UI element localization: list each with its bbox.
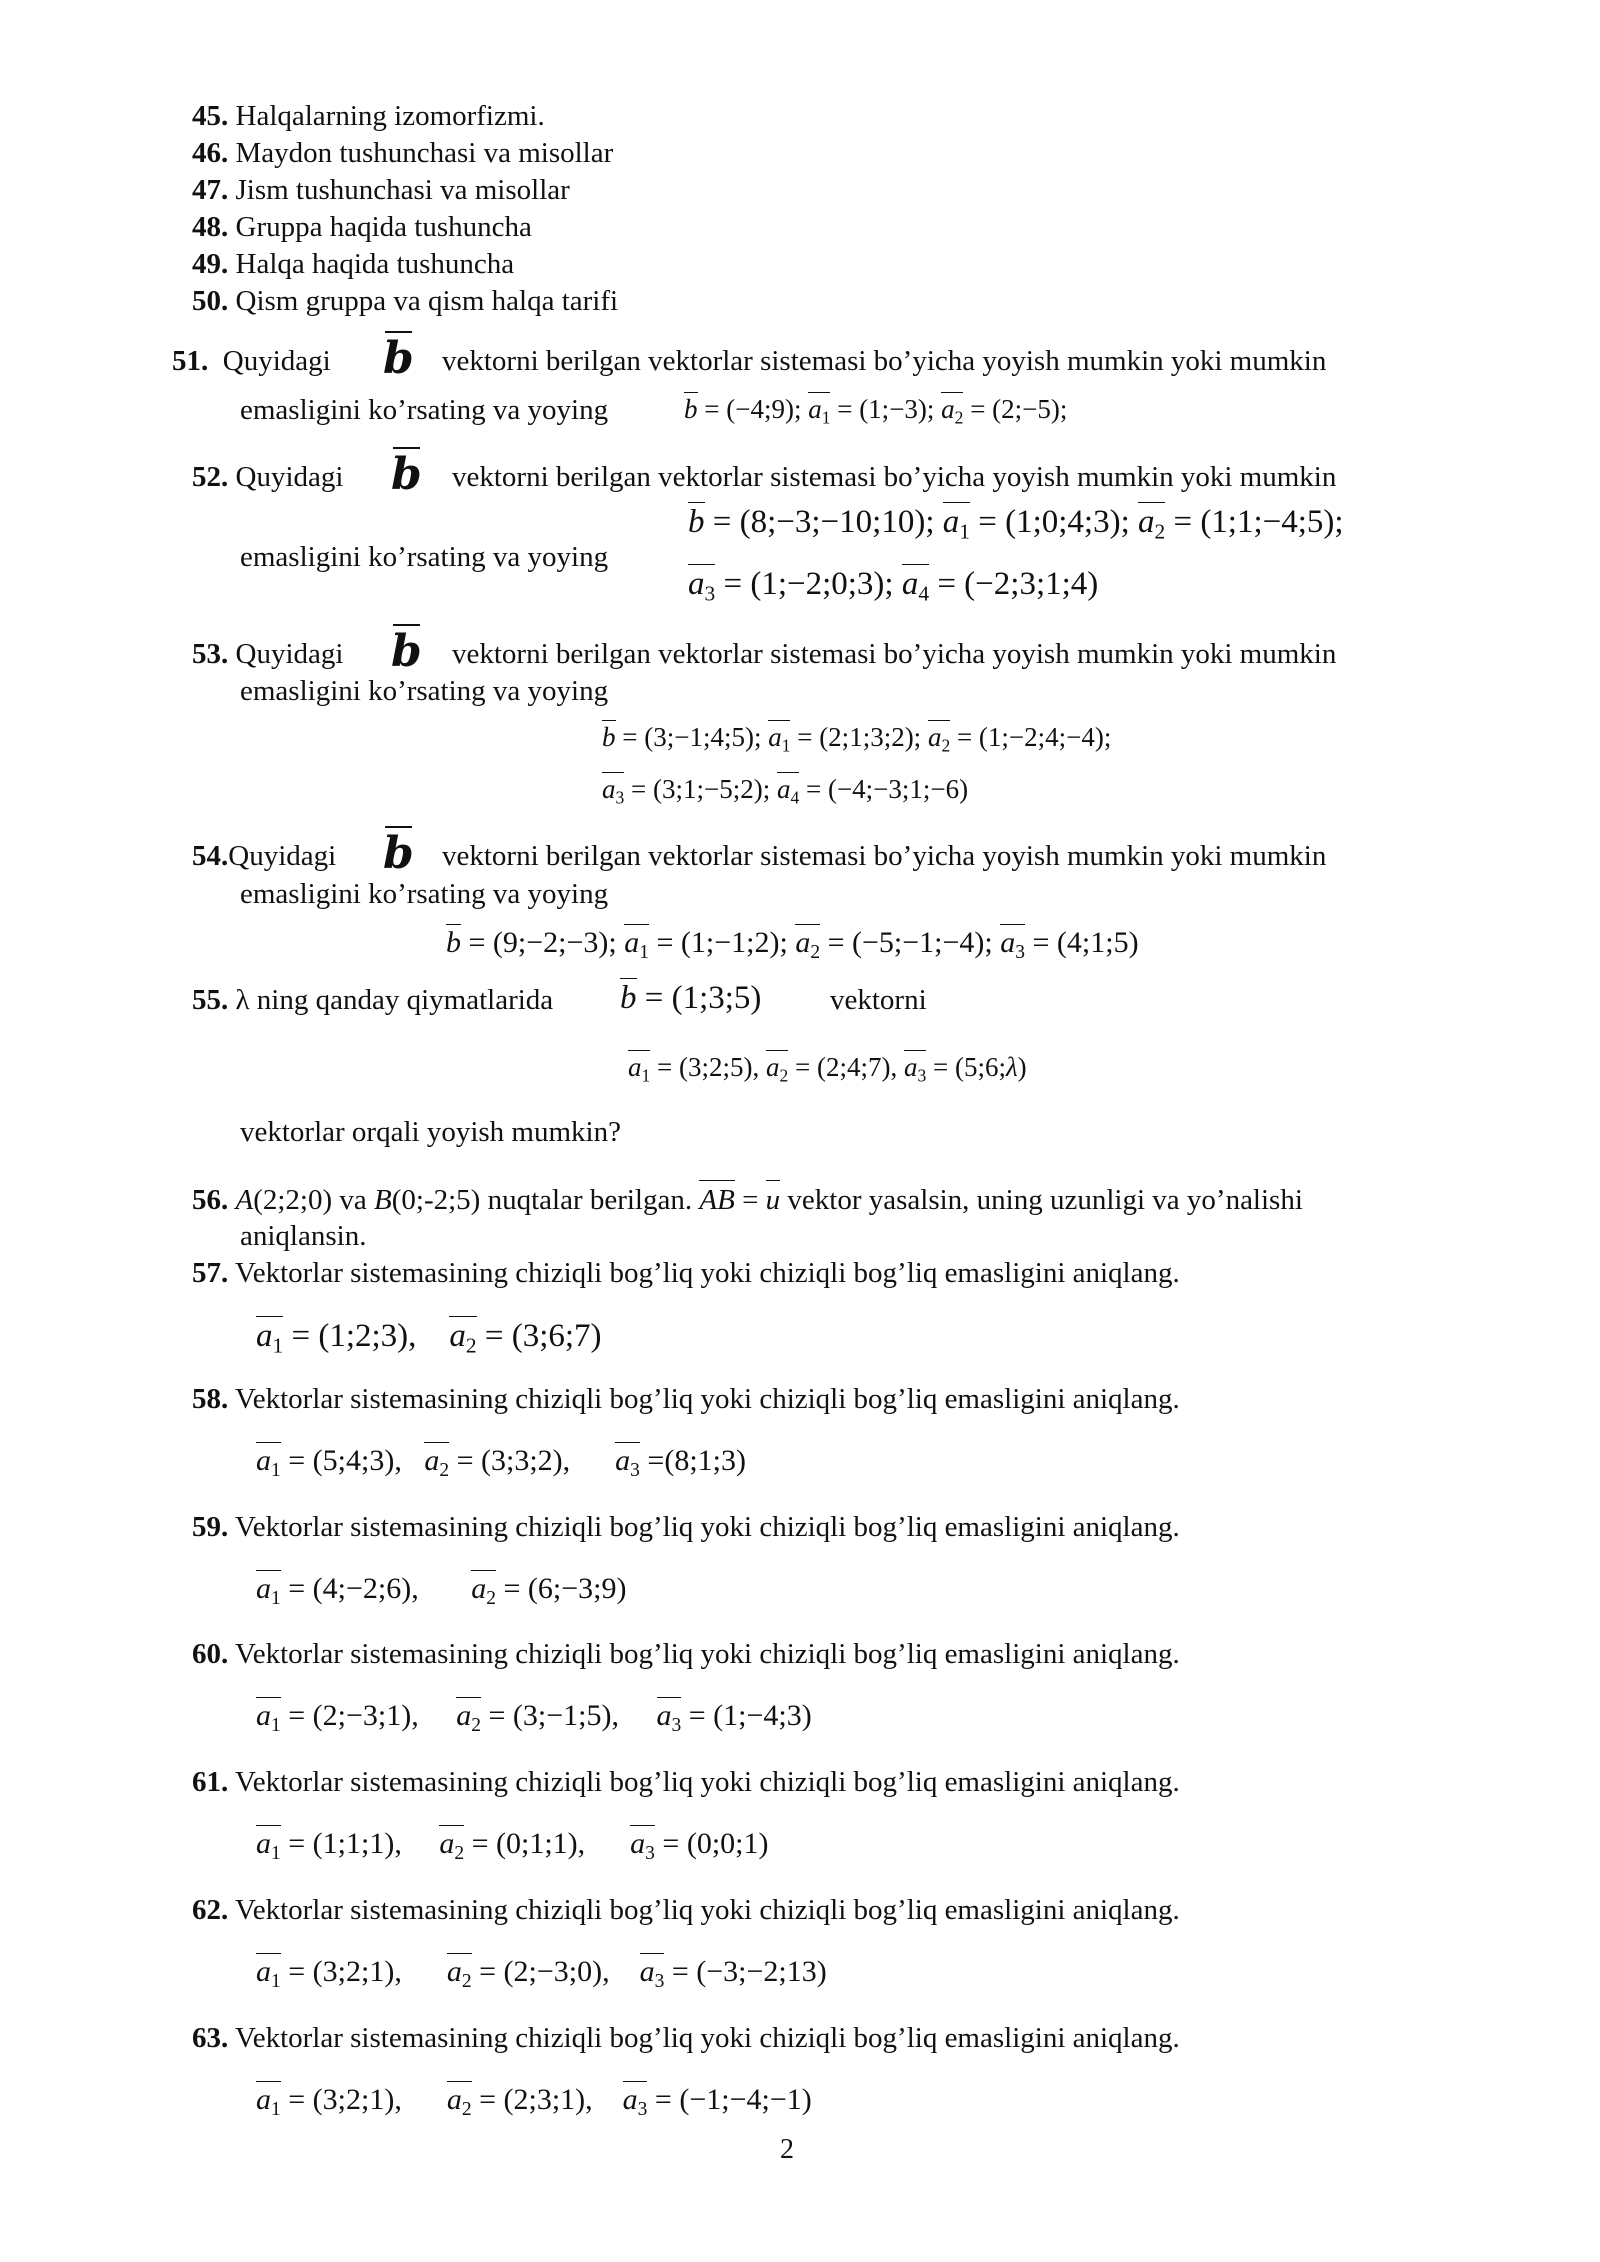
list-item: 45. Halqalarning izomorfizmi. (192, 100, 545, 132)
problem-54-line1: 54.Quyidagi (192, 840, 337, 872)
vector-b-symbol: b (391, 449, 422, 500)
problem-52-vectors-row1: b = (8;−3;−10;10); $a_1$ = (1;0;4;3); $a_2$ = (1;1;−4;5); (688, 504, 1344, 544)
problem-52-line2: emasligini ko’rsating va yoying (240, 541, 609, 573)
problem-57-vectors: $a_1$ = (1;2;3), $a_2$ = (3;6;7) (256, 1318, 602, 1358)
problem-57-line: 57. Vektorlar sistemasining chiziqli bog’liq yoki chiziqli bog’liq emasligini aniqlang. (192, 1257, 1180, 1289)
problem-53-line1: 53. Quyidagi (192, 638, 344, 670)
vector-b-symbol: b (383, 828, 414, 879)
problem-54-line2: emasligini ko’rsating va yoying (240, 878, 609, 910)
problem-51-line2: emasligini ko’rsating va yoying (240, 394, 609, 426)
problem-58-line: 58. Vektorlar sistemasining chiziqli bog’liq yoki chiziqli bog’liq emasligini aniqlang. (192, 1383, 1180, 1415)
problem-59-vectors: $a_1$ = (4;−2;6), $a_2$ = (6;−3;9) (256, 1572, 627, 1609)
problem-53-text: vektorni berilgan vektorlar sistemasi bo’yicha yoyish mumkin yoki mumkin (452, 638, 1337, 670)
vector-b-symbol: b (383, 333, 414, 384)
problem-59-line: 59. Vektorlar sistemasining chiziqli bog’liq yoki chiziqli bog’liq emasligini aniqlang. (192, 1511, 1180, 1543)
list-item: 47. Jism tushunchasi va misollar (192, 174, 570, 206)
list-item: 50. Qism gruppa va qism halqa tarifi (192, 285, 619, 317)
problem-61-vectors: $a_1$ = (1;1;1), $a_2$ = (0;1;1), $a_3$ = (0;0;1) (256, 1827, 769, 1864)
list-item: 48. Gruppa haqida tushuncha (192, 211, 532, 243)
problem-61-line: 61. Vektorlar sistemasining chiziqli bog’liq yoki chiziqli bog’liq emasligini aniqlang. (192, 1766, 1180, 1798)
problem-62-vectors: $a_1$ = (3;2;1), $a_2$ = (2;−3;0), $a_3$ = (−3;−2;13) (256, 1955, 827, 1992)
problem-52-text: vektorni berilgan vektorlar sistemasi bo’yicha yoyish mumkin yoki mumkin (452, 461, 1337, 493)
problem-53-line2: emasligini ko’rsating va yoying (240, 675, 609, 707)
list-item: 46. Maydon tushunchasi va misollar (192, 137, 614, 169)
problem-51-line1: 51. Quyidagi (172, 345, 331, 377)
problem-55-b: b = (1;3;5) (620, 980, 762, 1016)
list-item: 49. Halqa haqida tushuncha (192, 248, 515, 280)
vector-b-symbol: b (391, 626, 422, 677)
problem-55-line1: 55. λ ning qanday qiymatlarida (192, 984, 554, 1016)
problem-53-vectors-row2: $a_3$ = (3;1;−5;2); $a_4$ = (−4;−3;1;−6) (602, 774, 969, 808)
problem-55-text: vektorni (830, 984, 927, 1016)
problem-56-line1: 56. A(2;2;0) va B(0;-2;5) nuqtalar berilgan. AB = u vektor yasalsin, uning uzunligi va yo’nalishi (192, 1180, 1303, 1218)
problem-55-line3: vektorlar orqali yoyish mumkin? (240, 1116, 621, 1148)
problem-51-vectors: b = (−4;9); $a_1$ = (1;−3); $a_2$ = (2;−5); (684, 394, 1068, 428)
problem-52-vectors-row2: $a_3$ = (1;−2;0;3); $a_4$ = (−2;3;1;4) (688, 566, 1099, 606)
page-number: 2 (780, 2134, 794, 2165)
problem-54-vectors: b = (9;−2;−3); $a_1$ = (1;−1;2); $a_2$ = (−5;−1;−4); $a_3$ = (4;1;5) (446, 926, 1139, 963)
problem-63-line: 63. Vektorlar sistemasining chiziqli bog’liq yoki chiziqli bog’liq emasligini aniqlang. (192, 2022, 1180, 2054)
problem-52-line1: 52. Quyidagi (192, 461, 344, 493)
problem-62-line: 62. Vektorlar sistemasining chiziqli bog’liq yoki chiziqli bog’liq emasligini aniqlang. (192, 1894, 1180, 1926)
problem-56-line2: aniqlansin. (240, 1220, 367, 1252)
problem-53-vectors-row1: b = (3;−1;4;5); $a_1$ = (2;1;3;2); $a_2$ = (1;−2;4;−4); (602, 722, 1112, 756)
problem-54-text: vektorni berilgan vektorlar sistemasi bo’yicha yoyish mumkin yoki mumkin (442, 840, 1327, 872)
problem-60-vectors: $a_1$ = (2;−3;1), $a_2$ = (3;−1;5), $a_3$ = (1;−4;3) (256, 1699, 812, 1736)
problem-63-vectors: $a_1$ = (3;2;1), $a_2$ = (2;3;1), $a_3$ = (−1;−4;−1) (256, 2083, 812, 2120)
problem-58-vectors: $a_1$ = (5;4;3), $a_2$ = (3;3;2), $a_3$ =(8;1;3) (256, 1444, 746, 1481)
problem-60-line: 60. Vektorlar sistemasining chiziqli bog’liq yoki chiziqli bog’liq emasligini aniqlang. (192, 1638, 1180, 1670)
problem-55-vectors: $a_1$ = (3;2;5), $a_2$ = (2;4;7), $a_3$ = (5;6;λ) (628, 1052, 1027, 1086)
problem-51-text: vektorni berilgan vektorlar sistemasi bo’yicha yoyish mumkin yoki mumkin (442, 345, 1327, 377)
